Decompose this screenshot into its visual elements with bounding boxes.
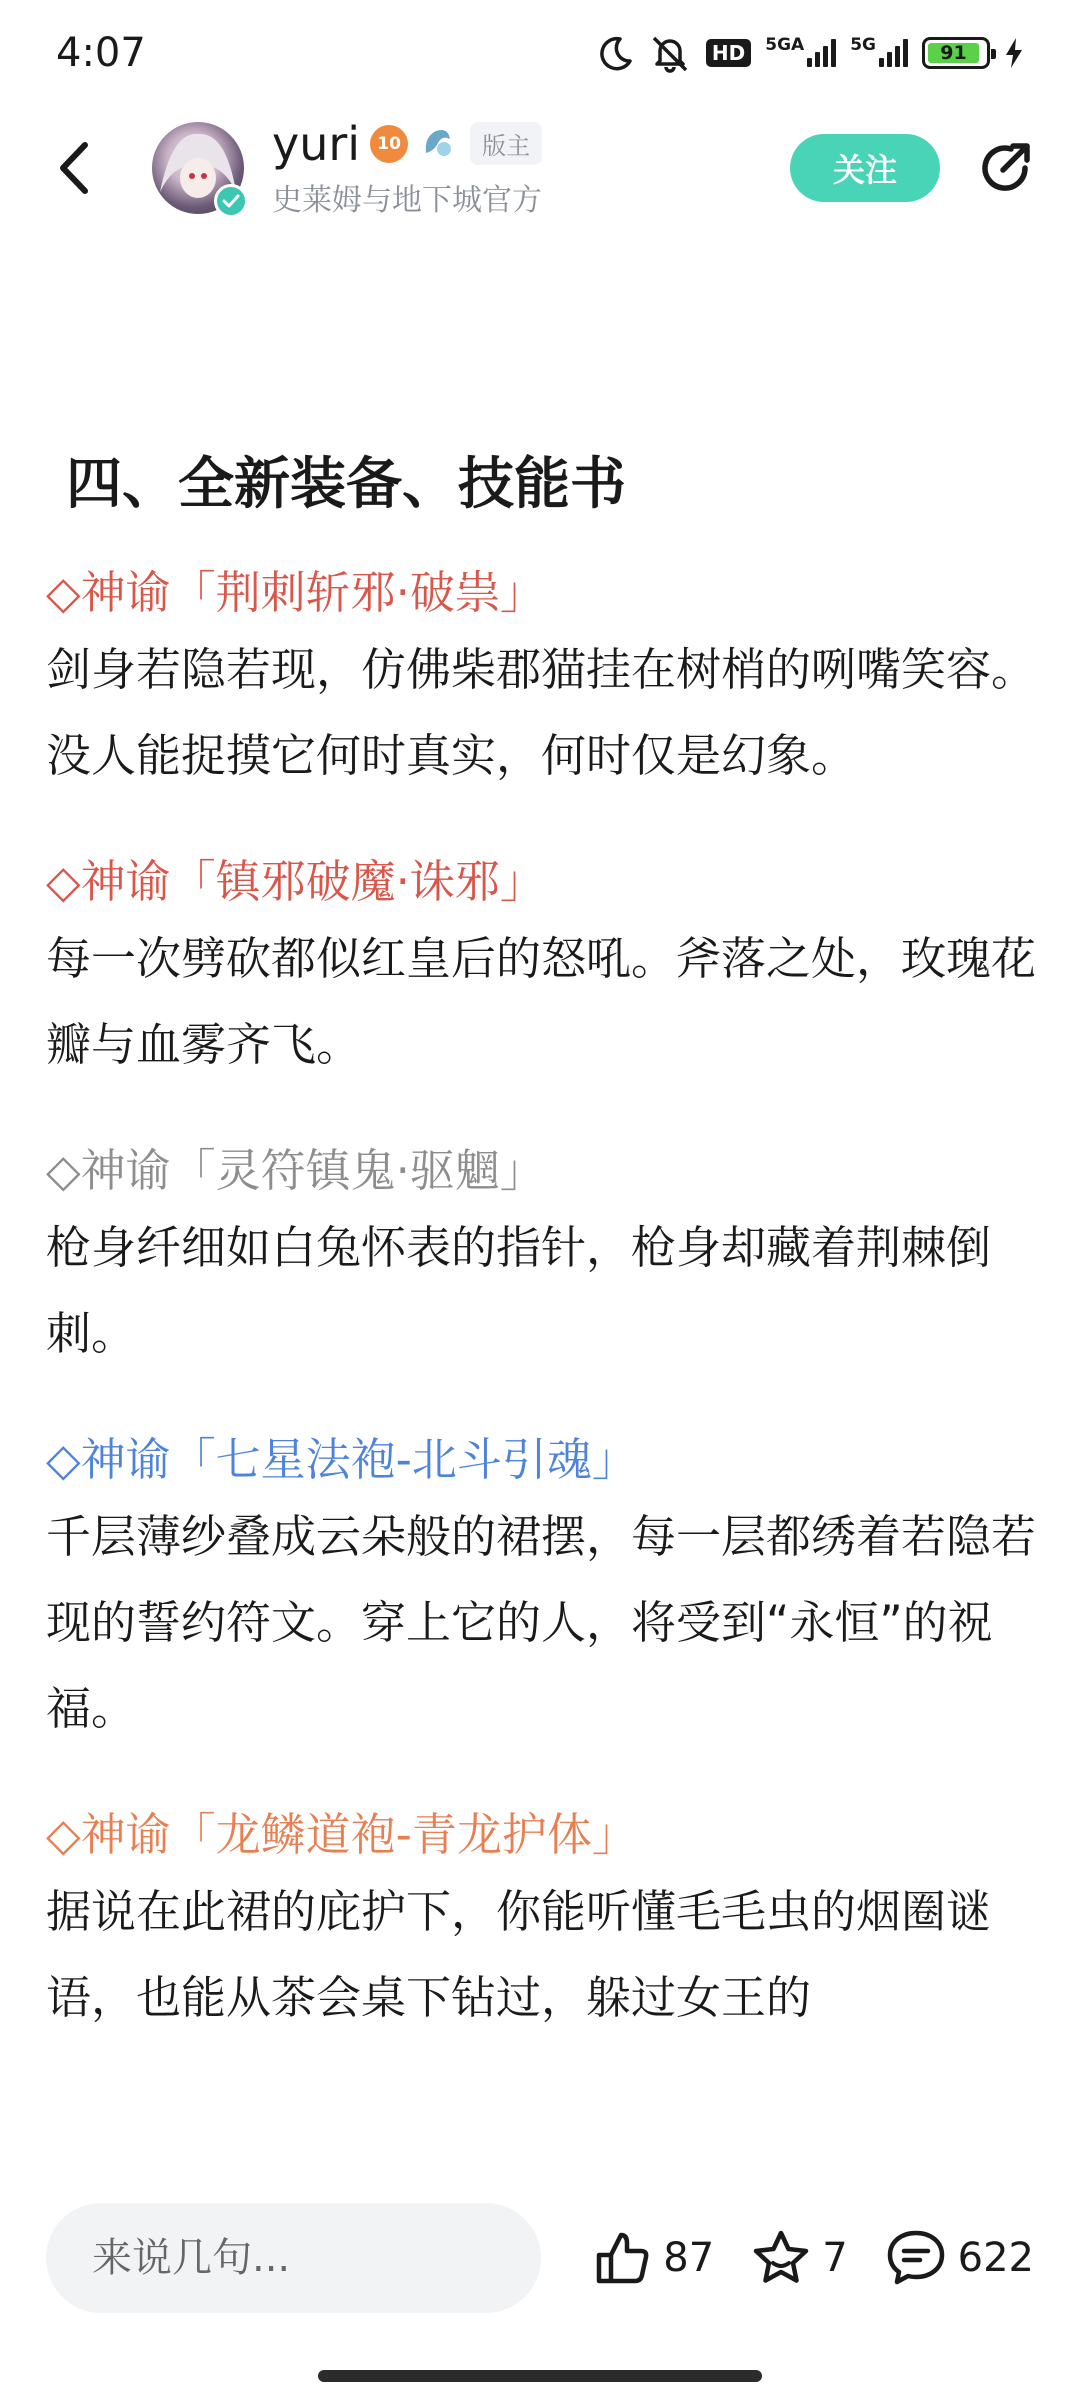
user-subtitle: 史莱姆与地下城官方 xyxy=(272,182,542,218)
star-icon xyxy=(750,2227,812,2289)
article-content xyxy=(46,440,1036,2087)
signal-1: 5GA xyxy=(765,39,836,67)
share-button[interactable] xyxy=(970,133,1040,203)
user-name: yuri xyxy=(272,116,361,171)
item-list xyxy=(46,556,1036,2041)
home-indicator[interactable] xyxy=(318,2370,762,2382)
item-title: ◇神谕「灵符镇鬼·驱魍」 xyxy=(46,1144,545,1197)
item-title: ◇神谕「龙鳞道袍-青龙护体」 xyxy=(46,1808,637,1861)
moon-icon xyxy=(594,33,634,73)
battery-level: 91 xyxy=(928,43,979,63)
badge-icon xyxy=(418,123,456,165)
post-header xyxy=(0,105,1080,230)
follow-button[interactable]: 关注 xyxy=(790,134,940,202)
signal-bars-icon xyxy=(807,39,836,67)
signal-2: 5G xyxy=(850,39,908,67)
action-group xyxy=(591,2227,1034,2289)
avatar[interactable] xyxy=(152,122,244,214)
item-title: ◇神谕「七星法袍-北斗引魂」 xyxy=(46,1433,637,1486)
status-icons xyxy=(594,33,1024,73)
bottom-bar xyxy=(0,2188,1080,2328)
like-count: 87 xyxy=(663,2235,715,2281)
item-title: ◇神谕「镇邪破魔·诛邪」 xyxy=(46,855,545,908)
charging-icon xyxy=(1004,37,1024,69)
status-time: 4:07 xyxy=(56,29,146,76)
chevron-left-icon xyxy=(55,141,95,195)
user-info[interactable] xyxy=(272,117,542,219)
thumbs-up-icon xyxy=(591,2227,653,2289)
role-tag: 版主 xyxy=(470,122,542,165)
item-body: 每一次劈砍都似红皇后的怒吼。斧落之处，玫瑰花瓣与血雾齐飞。 xyxy=(46,932,1037,1071)
level-badge: 10 xyxy=(370,125,408,163)
comment-icon xyxy=(884,2227,948,2289)
signal-bars-icon xyxy=(879,39,908,67)
item-body: 枪身纤细如白兔怀表的指针，枪身却藏着荆棘倒刺。 xyxy=(46,1221,992,1360)
comment-button[interactable] xyxy=(884,2227,1034,2289)
status-bar xyxy=(0,0,1080,105)
favorite-button[interactable] xyxy=(750,2227,847,2289)
section-title: 四、全新装备、技能书 xyxy=(66,452,626,517)
comment-count: 622 xyxy=(957,2235,1034,2281)
item-body: 剑身若隐若现，仿佛柴郡猫挂在树梢的咧嘴笑容。没人能捉摸它何时真实，何时仅是幻象。 xyxy=(46,643,1037,782)
hd-badge: HD xyxy=(706,39,751,67)
like-button[interactable] xyxy=(591,2227,714,2289)
battery-icon xyxy=(922,37,990,69)
item-body: 据说在此裙的庇护下，你能听懂毛毛虫的烟圈谜语，也能从茶会桌下钻过，躲过女王的 xyxy=(46,1885,992,2024)
mute-bell-icon xyxy=(648,33,692,73)
item-body: 千层薄纱叠成云朵般的裙摆，每一层都绣着若隐若现的誓约符文。穿上它的人，将受到“永恒”的祝福。 xyxy=(46,1510,1037,1735)
verified-icon xyxy=(214,184,248,218)
share-icon xyxy=(975,138,1035,198)
comment-input[interactable] xyxy=(46,2203,541,2313)
favorite-count: 7 xyxy=(822,2235,848,2281)
item-title: ◇神谕「荆刺斩邪·破祟」 xyxy=(46,566,545,619)
back-button[interactable] xyxy=(40,133,110,203)
